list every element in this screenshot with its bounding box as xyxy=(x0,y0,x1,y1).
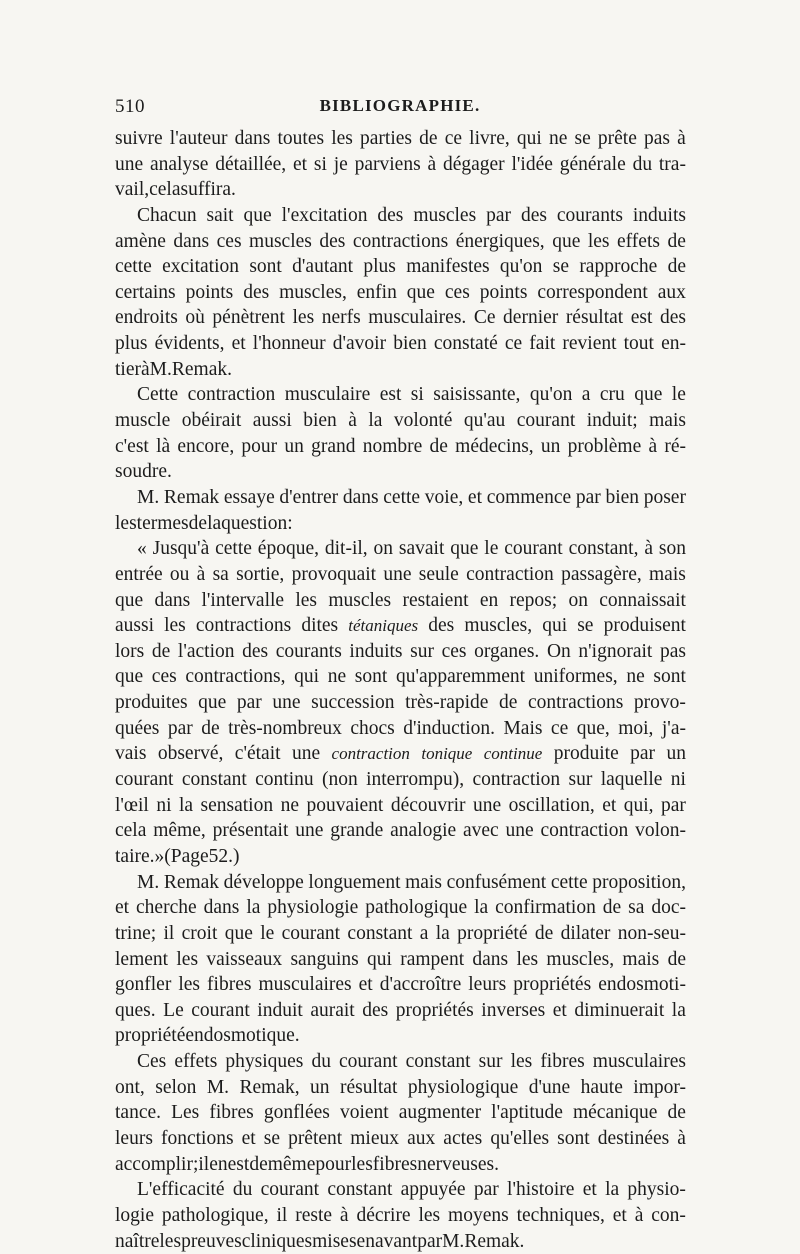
text-line: accomplir; il en est de même pour les fibres nerveuses. xyxy=(115,1153,499,1175)
text-line: lors de l'action des courants induits sur ces organes. On n'ignorait pas xyxy=(115,640,686,662)
text-line: vail, cela suffira. xyxy=(115,179,236,201)
text-line: propriété endosmotique. xyxy=(115,1025,300,1047)
text-line: que ces contractions, qui ne sont qu'apparemment uniformes, ne sont xyxy=(115,666,686,688)
text-line: plus évidents, et l'honneur d'avoir bien constaté ce fait revient tout en- xyxy=(115,333,686,355)
text-line: c'est là encore, pour un grand nombre de médecins, un problème à ré- xyxy=(115,435,686,457)
text-line: M. Remak développe longuement mais confusément cette proposition, xyxy=(137,871,686,893)
text-line: Cette contraction musculaire est si saisissante, qu'on a cru que le xyxy=(137,384,686,406)
text-line: ques. Le courant induit aurait des propriétés inverses et diminuerait la xyxy=(115,999,686,1021)
text-line: tier à M. Remak. xyxy=(115,358,232,380)
text-line: suivre l'auteur dans toutes les parties de ce livre, qui ne se prête pas à xyxy=(115,128,686,149)
text-line: quées par de très-nombreux chocs d'induction. Mais ce que, moi, j'a- xyxy=(115,717,686,739)
text-line: endroits où pénètrent les nerfs musculaires. Ce dernier résultat est des xyxy=(115,307,686,329)
text-line: vais observé, c'était une contraction tonique continue produite par un xyxy=(115,743,686,765)
text-line: leurs fonctions et se prêtent mieux aux actes qu'elles sont destinées à xyxy=(115,1127,686,1149)
text-line: une analyse détaillée, et si je parviens à dégager l'idée générale du tra- xyxy=(115,153,686,175)
text-line: logie pathologique, il reste à décrire les moyens techniques, et à con- xyxy=(115,1204,686,1226)
running-title: BIBLIOGRAPHIE. xyxy=(319,96,481,115)
page-number: 510 xyxy=(115,96,145,117)
text-line: que dans l'intervalle les muscles restaient en repos; on connaissait xyxy=(115,589,686,611)
text-line: soudre. xyxy=(115,461,172,483)
body-text xyxy=(115,126,686,1254)
text-line: « Jusqu'à cette époque, dit-il, on savait que le courant constant, à son xyxy=(137,538,686,560)
text-line: certains points des muscles, enfin que ces points correspondent aux xyxy=(115,281,686,303)
text-line: produites que par une succession très-rapide de contractions provo- xyxy=(115,692,686,714)
text-line: tance. Les fibres gonflées voient augmenter l'aptitude mécanique de xyxy=(115,1102,686,1124)
text-line: cette excitation sont d'autant plus manifestes qu'on se rapproche de xyxy=(115,256,686,278)
text-line: entrée ou à sa sortie, provoquait une seule contraction passagère, mais xyxy=(115,563,686,585)
text-line: L'efficacité du courant constant appuyée par l'histoire et la physio- xyxy=(137,1179,686,1201)
text-line: et cherche dans la physiologie pathologique la confirmation de sa doc- xyxy=(115,897,686,919)
text-line: Ces effets physiques du courant constant sur les fibres musculaires xyxy=(137,1051,686,1073)
text-line: l'œil ni la sensation ne pouvaient découvrir une oscillation, et qui, par xyxy=(115,794,686,816)
text-line: muscle obéirait aussi bien à la volonté qu'au courant induit; mais xyxy=(115,410,686,432)
text-line: M. Remak essaye d'entrer dans cette voie, et commence par bien poser xyxy=(137,486,686,508)
text-line: naître les preuves cliniques mises en avant par M. Remak. xyxy=(115,1230,525,1252)
text-line: amène dans ces muscles des contractions énergiques, que les effets de xyxy=(115,230,686,252)
page-header xyxy=(115,96,685,124)
text-line: courant constant continu (non interrompu), contraction sur laquelle ni xyxy=(115,769,686,791)
text-line: lement les vaisseaux sanguins qui rampent dans les muscles, mais de xyxy=(115,948,686,970)
text-line: taire.» (Page 52.) xyxy=(115,845,240,867)
text-line: ont, selon M. Remak, un résultat physiologique d'une haute impor- xyxy=(115,1076,686,1098)
text-line: trine; il croit que le courant constant a la propriété de dilater non-seu- xyxy=(115,922,686,944)
text-line: Chacun sait que l'excitation des muscles par des courants induits xyxy=(137,204,686,226)
text-line: cela même, présentait une grande analogie avec une contraction volon- xyxy=(115,820,686,842)
text-line: les termes de la question : xyxy=(115,512,293,534)
text-line: gonfler les fibres musculaires et d'accroître leurs propriétés endosmoti- xyxy=(115,974,686,996)
text-line: aussi les contractions dites tétaniques des muscles, qui se produisent xyxy=(115,615,686,637)
